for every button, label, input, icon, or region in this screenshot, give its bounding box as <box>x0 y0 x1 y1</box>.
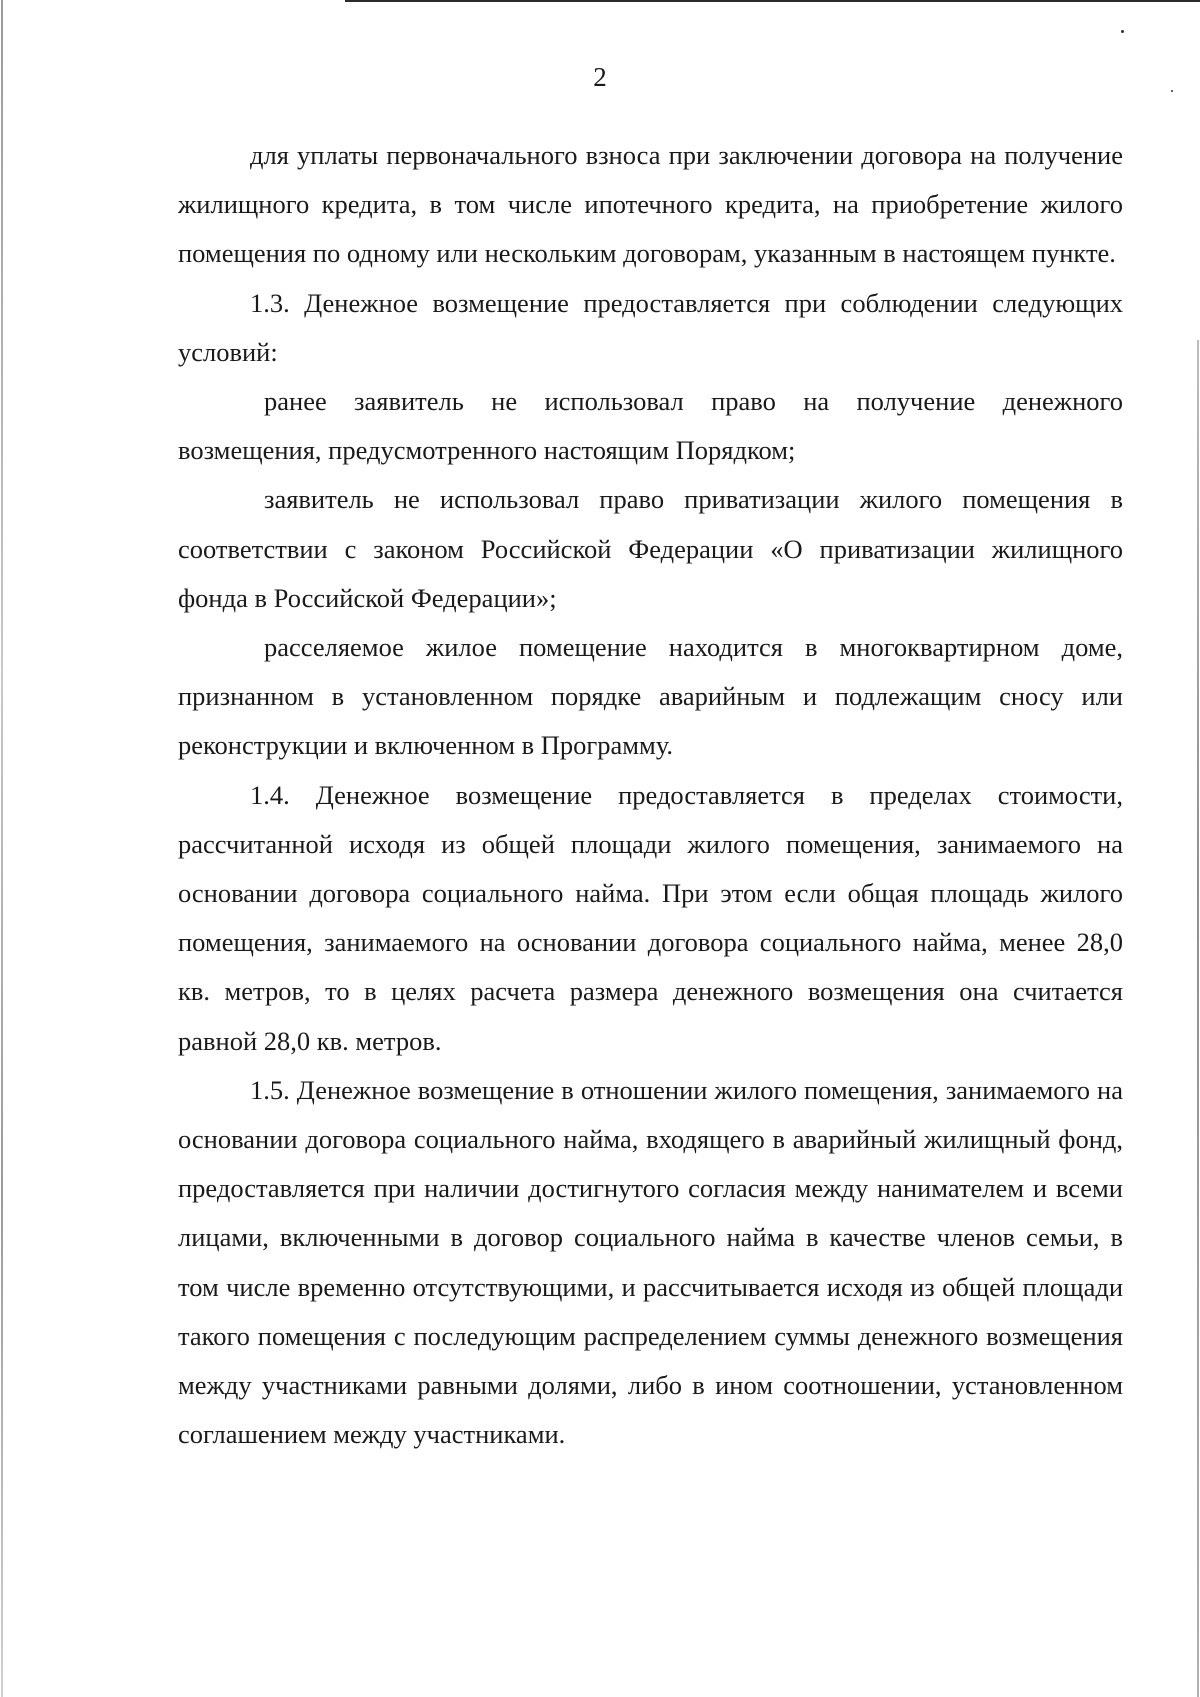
condition-item: ранее заявитель не использовал право на получение денежного возмещения, предусмотренного настоящим Порядком; <box>178 386 1123 466</box>
condition-item: расселяемое жилое помещение находится в многоквартирном доме, признанном в установленном порядке аварийным и подлежащим сносу или реконструкции и включенном в Программу. <box>178 632 1123 761</box>
paragraph-1-2-continuation: для уплаты первоначального взноса при заключении договора на получение жилищного кредита, в том числе ипотечного кредита, на приобретение жилого помещения по одному или нескольким договорам, указанным в настоящем пункте. <box>178 140 1123 269</box>
scan-border-top <box>345 0 1200 2</box>
page-number: 2 <box>593 62 607 92</box>
scan-border-right <box>1197 340 1199 1697</box>
condition-item: заявитель не использовал право приватизации жилого помещения в соответствии с законом Российской Федерации «О приватизации жилищного фонда в Российской Федерации»; <box>178 484 1123 613</box>
document-body <box>178 131 1123 1459</box>
paragraph-1-5: 1.5. Денежное возмещение в отношении жилого помещения, занимаемого на основании договора социального найма, входящего в аварийный жилищный фонд, предоставляется при наличии достигнутого согласия между нанимателем и всеми лицами, включенными в договор социального найма в качестве членов семьи, в том числе временно отсутствующими, и рассчитывается исходя из общей площади такого помещения с последующим распределением суммы денежного возмещения между участниками равными долями, либо в ином соотношении, установленном соглашением между участниками. <box>178 1074 1123 1450</box>
scan-border-left <box>1 0 3 1697</box>
scan-speck <box>1121 30 1124 33</box>
paragraph-1-4: 1.4. Денежное возмещение предоставляется в пределах стоимости, рассчитанной исходя из общей площади жилого помещения, занимаемого на основании договора социального найма. При этом если общая площадь жилого помещения, занимаемого на основании договора социального найма, менее 28,0 кв. метров, то в целях расчета размера денежного возмещения она считается равной 28,0 кв. метров. <box>178 779 1123 1056</box>
paragraph-1-3: 1.3. Денежное возмещение предоставляется при соблюдении следующих условий: <box>178 287 1123 367</box>
